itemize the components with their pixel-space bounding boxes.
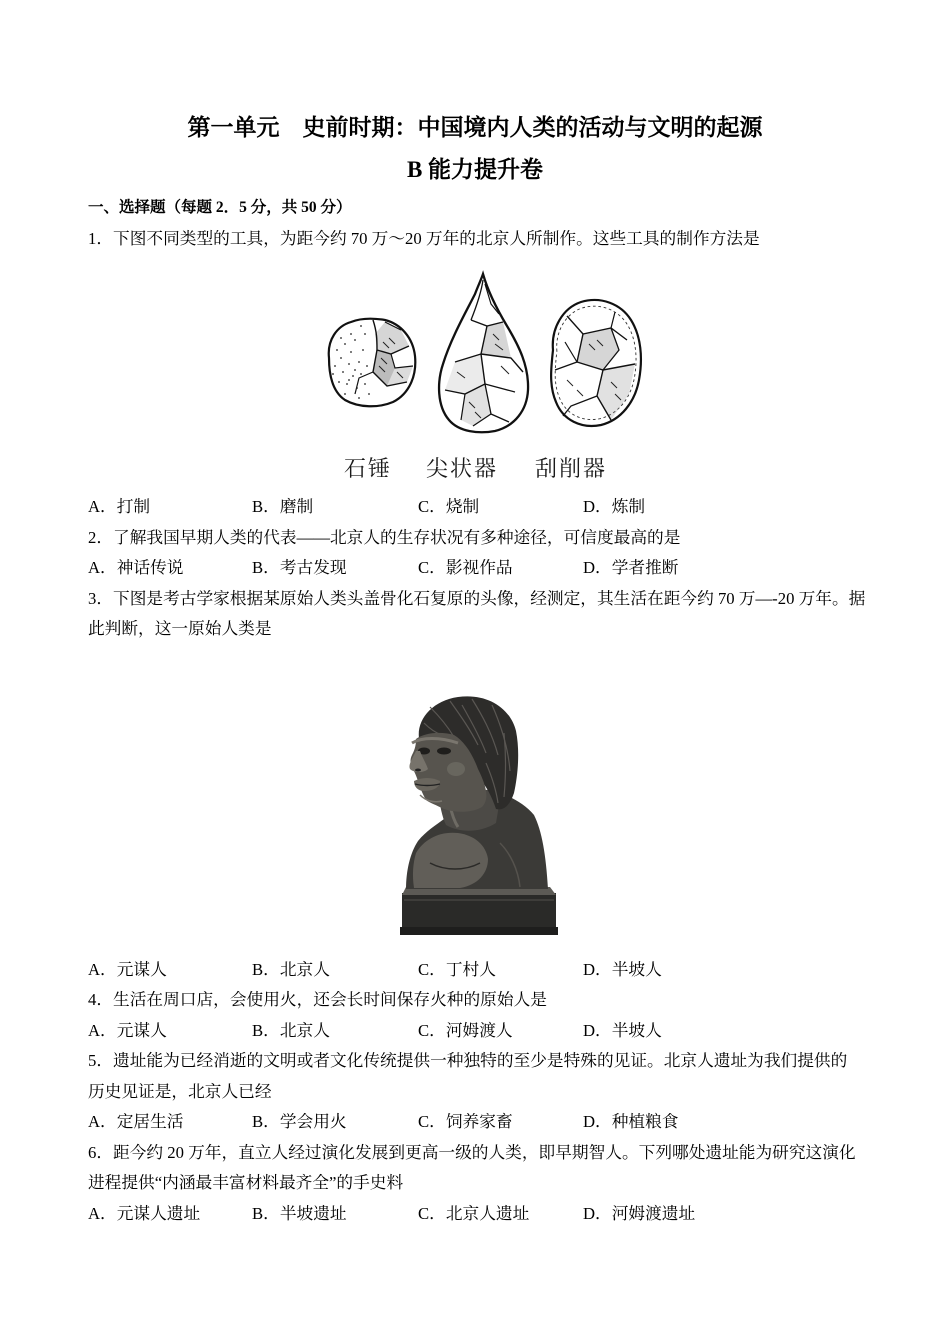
option-d: D．半坡人	[583, 959, 662, 979]
option-c: C．河姆渡人	[418, 1020, 513, 1040]
answer-options	[88, 492, 888, 523]
option-b: B．北京人	[252, 1020, 330, 1040]
option-c: C．饲养家畜	[418, 1112, 513, 1131]
option-a: A．元谋人	[88, 959, 167, 979]
option-b: B．学会用火	[252, 1112, 347, 1131]
question-6	[88, 1138, 888, 1230]
stone-hammer-drawing	[329, 319, 416, 407]
question-stem: 6．距今约 20 万年，直立人经过演化发展到更高一级的人类，即早期智人。下列哪处遗址能为研究这演化	[88, 1142, 856, 1162]
question-stem: 2．了解我国早期人类的代表——北京人的生存状况有多种途径，可信度最高的是	[88, 527, 681, 547]
question-stem: 1．下图不同类型的工具，为距今约 70 万～20 万年的北京人所制作。这些工具的制作方法是	[88, 228, 760, 248]
option-d: D．种植粮食	[583, 1112, 679, 1131]
bust-head	[409, 696, 518, 811]
option-c: C．北京人遗址	[418, 1203, 530, 1223]
option-c: C．烧制	[418, 497, 480, 516]
scraper-label: 刮削器	[534, 457, 608, 482]
question-1	[88, 224, 888, 523]
stone-hammer-label: 石锤	[343, 457, 393, 482]
option-b: B．磨制	[252, 497, 314, 516]
page-title: 第一单元 史前时期：中国境内人类的活动与文明的起源	[187, 115, 763, 140]
option-d: D．半坡人	[583, 1020, 662, 1040]
answer-options	[88, 1107, 888, 1138]
question-stem-continued: 历史见证是，北京人已经	[88, 1081, 272, 1101]
question-list	[88, 193, 888, 1229]
hominid-bust-illustration	[400, 693, 560, 938]
option-a: A．打制	[88, 497, 151, 516]
answer-options	[88, 553, 888, 584]
option-b: B．考古发现	[252, 558, 347, 577]
question-stem: 3．下图是考古学家根据某原始人类头盖骨化石复原的头像，经测定，其生活在距今约 70 万—-20 万年。据	[88, 588, 866, 608]
scraper-drawing	[551, 300, 641, 426]
question-5	[88, 1046, 888, 1138]
option-b: B．北京人	[252, 959, 330, 979]
section-heading: 一、选择题（每题 2．5 分，共 50 分）	[88, 199, 352, 216]
question-2	[88, 523, 888, 584]
pointed-tool-label: 尖状器	[425, 457, 499, 482]
answer-options	[88, 1199, 888, 1230]
option-a: A．神话传说	[88, 558, 184, 577]
option-a: A．定居生活	[88, 1112, 184, 1131]
option-d: D．河姆渡遗址	[583, 1203, 696, 1223]
option-c: C．影视作品	[418, 558, 513, 577]
question-stem: 4．生活在周口店，会使用火，还会长时间保存火种的原始人是	[88, 990, 547, 1009]
option-b: B．半坡遗址	[252, 1203, 347, 1223]
option-a: A．元谋人遗址	[88, 1203, 201, 1223]
option-d: D．炼制	[583, 497, 646, 516]
question-stem-continued: 此判断，这一原始人类是	[88, 619, 272, 638]
stone-tools-figure	[88, 254, 888, 492]
option-c: C．丁村人	[418, 959, 496, 979]
pointed-tool-drawing	[439, 274, 528, 432]
option-d: D．学者推断	[583, 558, 679, 577]
page-subtitle: B 能力提升卷	[406, 157, 544, 182]
answer-options	[88, 1016, 888, 1047]
option-a: A．元谋人	[88, 1020, 167, 1040]
bust-plinth	[400, 887, 558, 935]
stone-tools-illustration	[315, 254, 655, 492]
question-4	[88, 985, 888, 1046]
answer-options	[88, 955, 888, 986]
question-stem: 5．遗址能为已经消逝的文明或者文化传统提供一种独特的至少是特殊的见证。北京人遗址为我们提供的	[88, 1051, 848, 1070]
question-stem-continued: 进程提供“内涵最丰富材料最齐全”的手史料	[88, 1173, 404, 1192]
hominid-bust-figure	[88, 645, 888, 955]
question-3	[88, 584, 888, 986]
